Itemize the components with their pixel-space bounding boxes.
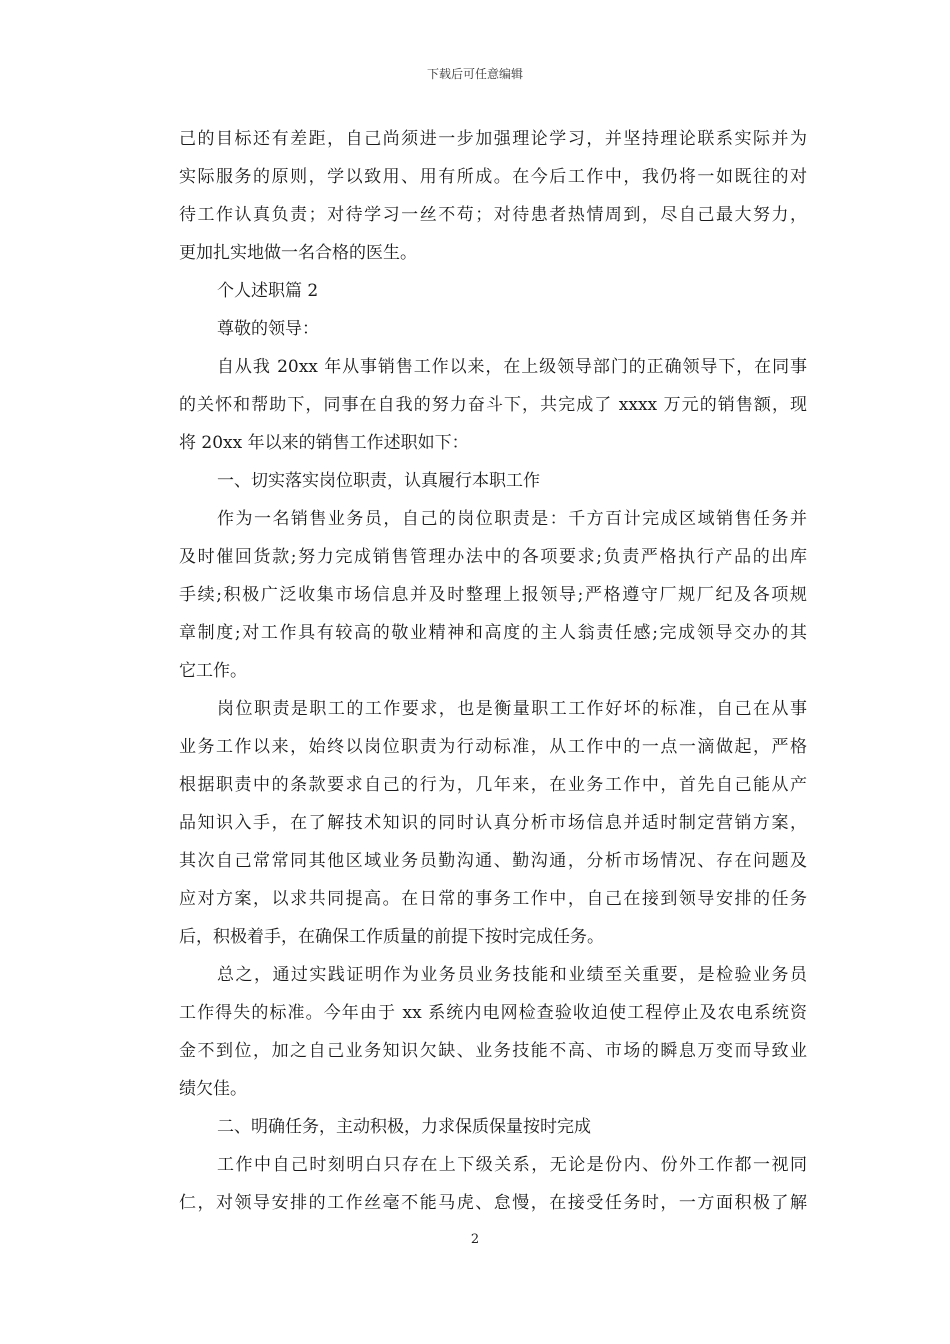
paragraph-standards (145, 690, 807, 956)
text-line: 工作中自己时刻明白只存在上下级关系，无论是份内、份外工作都一视同 (217, 1155, 807, 1175)
text-line: 更加扎实地做一名合格的医生。 (179, 243, 417, 263)
page-number: 2 (470, 1232, 480, 1247)
paragraph-tasks (145, 1146, 807, 1222)
text-line: 手续;积极广泛收集市场信息并及时整理上报领导;严格遵守厂规厂纪及各项规 (179, 585, 807, 605)
text-line: 绩欠佳。 (179, 1079, 247, 1099)
section-title (145, 272, 807, 310)
text-line: 后，积极着手，在确保工作质量的前提下按时完成任务。 (179, 927, 604, 947)
heading-two (145, 1108, 807, 1146)
text-line: 自从我 20xx 年从事销售工作以来，在上级领导部门的正确领导下，在同事 (217, 357, 807, 377)
text-line: 待工作认真负责；对待学习一丝不苟；对待患者热情周到，尽自己最大努力， (179, 205, 807, 225)
text-line: 仁，对领导安排的工作丝毫不能马虎、怠慢，在接受任务时，一方面积极了解 (179, 1193, 807, 1213)
paragraph-intro (145, 348, 807, 462)
salutation (145, 310, 807, 348)
text-line: 工作得失的标准。今年由于 xx 系统内电网检查验收迫使工程停止及农电系统资 (179, 1003, 807, 1023)
heading-one (145, 462, 807, 500)
text-line: 己的目标还有差距，自己尚须进一步加强理论学习，并坚持理论联系实际并为 (179, 129, 807, 149)
text-line: 及时催回货款;努力完成销售管理办法中的各项要求;负责严格执行产品的出库 (179, 547, 807, 567)
text-line: 总之，通过实践证明作为业务员业务技能和业绩至关重要，是检验业务员 (217, 965, 807, 985)
text-line: 将 20xx 年以来的销售工作述职如下： (179, 433, 469, 453)
paragraph-summary (145, 956, 807, 1108)
text-line: 岗位职责是职工的工作要求，也是衡量职工工作好坏的标准，自己在从事 (217, 699, 807, 719)
text-line: 章制度;对工作具有较高的敬业精神和高度的主人翁责任感;完成领导交办的其 (179, 623, 807, 643)
text-line: 的关怀和帮助下，同事在自我的努力奋斗下，共完成了 xxxx 万元的销售额，现 (179, 395, 807, 415)
text-line: 其次自己常常同其他区域业务员勤沟通、勤沟通，分析市场情况、存在问题及 (179, 851, 807, 871)
text-line: 根据职责中的条款要求自己的行为，几年来，在业务工作中，首先自己能从产 (179, 775, 807, 795)
page-header-note: 下载后可任意编辑 (426, 67, 523, 81)
text-line: 尊敬的领导： (217, 319, 319, 339)
text-line: 它工作。 (179, 661, 247, 681)
document-body (145, 120, 807, 1222)
text-line: 二、明确任务，主动积极，力求保质保量按时完成 (217, 1117, 591, 1137)
text-line: 作为一名销售业务员，自己的岗位职责是：千方百计完成区域销售任务并 (217, 509, 807, 529)
text-line: 业务工作以来，始终以岗位职责为行动标准，从工作中的一点一滴做起，严格 (179, 737, 807, 757)
text-line: 金不到位，加之自己业务知识欠缺、业务技能不高、市场的瞬息万变而导致业 (179, 1041, 807, 1061)
paragraph-duties (145, 500, 807, 690)
text-line: 一、切实落实岗位职责，认真履行本职工作 (217, 471, 540, 491)
text-line: 应对方案，以求共同提高。在日常的事务工作中，自己在接到领导安排的任务 (179, 889, 807, 909)
text-line: 个人述职篇 2 (217, 281, 319, 301)
text-line: 品知识入手，在了解技术知识的同时认真分析市场信息并适时制定营销方案， (179, 813, 807, 833)
paragraph-goal-continuation (145, 120, 807, 272)
text-line: 实际服务的原则，学以致用、用有所成。在今后工作中，我仍将一如既往的对 (179, 167, 807, 187)
